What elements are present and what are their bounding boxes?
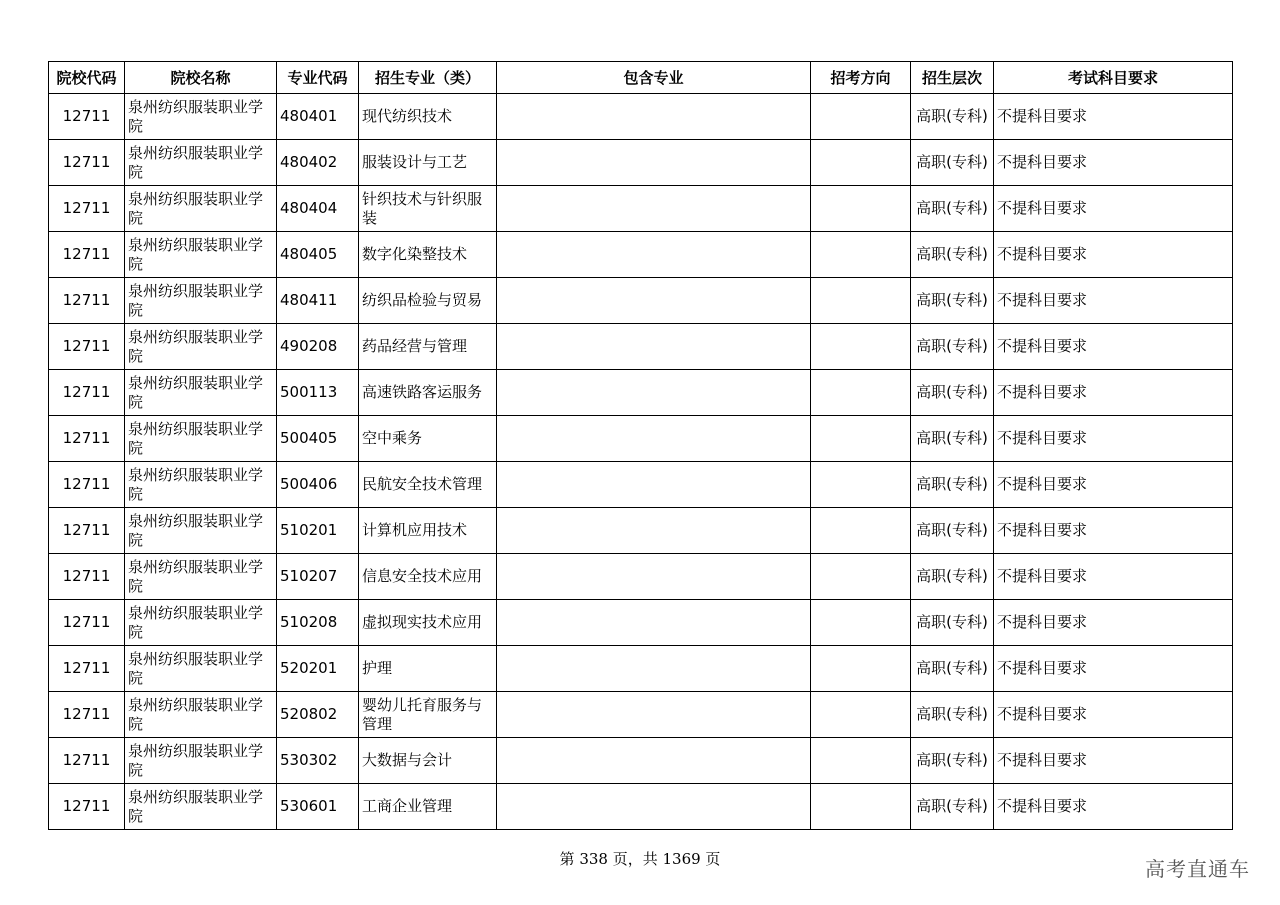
cell-major-code: 500113 <box>277 370 359 416</box>
cell-major: 婴幼儿托育服务与管理 <box>359 692 497 738</box>
table-row <box>49 232 1233 278</box>
cell-direction <box>811 370 911 416</box>
cell-major-code: 480405 <box>277 232 359 278</box>
table-row <box>49 600 1233 646</box>
cell-major: 药品经营与管理 <box>359 324 497 370</box>
cell-direction <box>811 462 911 508</box>
cell-level: 高职(专科) <box>911 692 994 738</box>
cell-subject-requirement: 不提科目要求 <box>994 554 1233 600</box>
table-row <box>49 186 1233 232</box>
cell-school-name: 泉州纺织服装职业学院 <box>125 738 277 784</box>
cell-direction <box>811 508 911 554</box>
table-row <box>49 462 1233 508</box>
table-body <box>49 94 1233 830</box>
cell-school-name: 泉州纺织服装职业学院 <box>125 646 277 692</box>
cell-school-name: 泉州纺织服装职业学院 <box>125 692 277 738</box>
cell-direction <box>811 554 911 600</box>
header-major: 招生专业（类） <box>359 62 497 94</box>
cell-major-code: 530601 <box>277 784 359 830</box>
cell-included-majors <box>497 784 811 830</box>
cell-included-majors <box>497 324 811 370</box>
cell-school-code: 12711 <box>49 370 125 416</box>
header-school-name: 院校名称 <box>125 62 277 94</box>
table-row <box>49 646 1233 692</box>
table-row <box>49 94 1233 140</box>
table-row <box>49 278 1233 324</box>
cell-level: 高职(专科) <box>911 94 994 140</box>
cell-level: 高职(专科) <box>911 738 994 784</box>
cell-school-code: 12711 <box>49 600 125 646</box>
cell-subject-requirement: 不提科目要求 <box>994 370 1233 416</box>
table-row <box>49 738 1233 784</box>
cell-level: 高职(专科) <box>911 600 994 646</box>
cell-level: 高职(专科) <box>911 140 994 186</box>
watermark-logo-text: 高考直通车 <box>1145 857 1250 881</box>
cell-major: 民航安全技术管理 <box>359 462 497 508</box>
cell-school-code: 12711 <box>49 738 125 784</box>
cell-included-majors <box>497 600 811 646</box>
cell-level: 高职(专科) <box>911 186 994 232</box>
cell-school-code: 12711 <box>49 646 125 692</box>
cell-major: 空中乘务 <box>359 416 497 462</box>
cell-major: 大数据与会计 <box>359 738 497 784</box>
cell-major-code: 490208 <box>277 324 359 370</box>
cell-subject-requirement: 不提科目要求 <box>994 186 1233 232</box>
cell-included-majors <box>497 232 811 278</box>
cell-school-name: 泉州纺织服装职业学院 <box>125 186 277 232</box>
cell-included-majors <box>497 186 811 232</box>
table-row <box>49 784 1233 830</box>
cell-school-code: 12711 <box>49 278 125 324</box>
cell-school-code: 12711 <box>49 784 125 830</box>
cell-school-code: 12711 <box>49 462 125 508</box>
cell-subject-requirement: 不提科目要求 <box>994 784 1233 830</box>
cell-school-name: 泉州纺织服装职业学院 <box>125 232 277 278</box>
cell-direction <box>811 232 911 278</box>
cell-school-code: 12711 <box>49 554 125 600</box>
cell-major-code: 480401 <box>277 94 359 140</box>
cell-level: 高职(专科) <box>911 554 994 600</box>
cell-subject-requirement: 不提科目要求 <box>994 94 1233 140</box>
cell-major-code: 530302 <box>277 738 359 784</box>
cell-direction <box>811 416 911 462</box>
cell-subject-requirement: 不提科目要求 <box>994 738 1233 784</box>
cell-included-majors <box>497 416 811 462</box>
table-row <box>49 508 1233 554</box>
cell-included-majors <box>497 646 811 692</box>
header-major-code: 专业代码 <box>277 62 359 94</box>
cell-included-majors <box>497 278 811 324</box>
cell-school-name: 泉州纺织服装职业学院 <box>125 784 277 830</box>
cell-major: 现代纺织技术 <box>359 94 497 140</box>
cell-school-code: 12711 <box>49 324 125 370</box>
cell-level: 高职(专科) <box>911 370 994 416</box>
cell-major: 计算机应用技术 <box>359 508 497 554</box>
cell-major: 护理 <box>359 646 497 692</box>
cell-direction <box>811 692 911 738</box>
header-subject-requirement: 考试科目要求 <box>994 62 1233 94</box>
cell-subject-requirement: 不提科目要求 <box>994 508 1233 554</box>
cell-school-name: 泉州纺织服装职业学院 <box>125 278 277 324</box>
cell-included-majors <box>497 508 811 554</box>
cell-school-name: 泉州纺织服装职业学院 <box>125 462 277 508</box>
cell-direction <box>811 646 911 692</box>
cell-major-code: 520802 <box>277 692 359 738</box>
cell-school-name: 泉州纺织服装职业学院 <box>125 416 277 462</box>
cell-school-name: 泉州纺织服装职业学院 <box>125 370 277 416</box>
cell-subject-requirement: 不提科目要求 <box>994 692 1233 738</box>
cell-direction <box>811 94 911 140</box>
cell-subject-requirement: 不提科目要求 <box>994 232 1233 278</box>
cell-school-code: 12711 <box>49 232 125 278</box>
cell-level: 高职(专科) <box>911 324 994 370</box>
cell-included-majors <box>497 554 811 600</box>
cell-included-majors <box>497 94 811 140</box>
cell-major-code: 480411 <box>277 278 359 324</box>
cell-major-code: 510207 <box>277 554 359 600</box>
cell-direction <box>811 738 911 784</box>
cell-included-majors <box>497 692 811 738</box>
cell-level: 高职(专科) <box>911 646 994 692</box>
cell-major: 针织技术与针织服装 <box>359 186 497 232</box>
cell-school-code: 12711 <box>49 140 125 186</box>
cell-school-code: 12711 <box>49 692 125 738</box>
cell-major: 信息安全技术应用 <box>359 554 497 600</box>
header-direction: 招考方向 <box>811 62 911 94</box>
cell-subject-requirement: 不提科目要求 <box>994 278 1233 324</box>
page-number: 第 338 页，共 1369 页 <box>559 850 721 868</box>
cell-subject-requirement: 不提科目要求 <box>994 324 1233 370</box>
cell-level: 高职(专科) <box>911 278 994 324</box>
cell-direction <box>811 324 911 370</box>
header-level: 招生层次 <box>911 62 994 94</box>
cell-subject-requirement: 不提科目要求 <box>994 646 1233 692</box>
cell-school-code: 12711 <box>49 508 125 554</box>
cell-school-code: 12711 <box>49 416 125 462</box>
cell-major-code: 480402 <box>277 140 359 186</box>
cell-major: 工商企业管理 <box>359 784 497 830</box>
cell-level: 高职(专科) <box>911 508 994 554</box>
cell-direction <box>811 140 911 186</box>
cell-school-name: 泉州纺织服装职业学院 <box>125 600 277 646</box>
cell-school-code: 12711 <box>49 94 125 140</box>
cell-school-name: 泉州纺织服装职业学院 <box>125 324 277 370</box>
cell-major: 高速铁路客运服务 <box>359 370 497 416</box>
cell-subject-requirement: 不提科目要求 <box>994 416 1233 462</box>
cell-school-code: 12711 <box>49 186 125 232</box>
cell-major-code: 480404 <box>277 186 359 232</box>
cell-major-code: 500405 <box>277 416 359 462</box>
cell-level: 高职(专科) <box>911 416 994 462</box>
table-row <box>49 324 1233 370</box>
cell-included-majors <box>497 370 811 416</box>
cell-major-code: 500406 <box>277 462 359 508</box>
cell-direction <box>811 600 911 646</box>
cell-major-code: 520201 <box>277 646 359 692</box>
cell-level: 高职(专科) <box>911 232 994 278</box>
cell-level: 高职(专科) <box>911 784 994 830</box>
cell-school-name: 泉州纺织服装职业学院 <box>125 554 277 600</box>
table-row <box>49 692 1233 738</box>
cell-direction <box>811 784 911 830</box>
cell-school-name: 泉州纺织服装职业学院 <box>125 140 277 186</box>
cell-subject-requirement: 不提科目要求 <box>994 462 1233 508</box>
table-row <box>49 140 1233 186</box>
cell-major: 纺织品检验与贸易 <box>359 278 497 324</box>
cell-direction <box>811 278 911 324</box>
cell-major: 服装设计与工艺 <box>359 140 497 186</box>
cell-direction <box>811 186 911 232</box>
table-row <box>49 416 1233 462</box>
header-row <box>49 62 1233 94</box>
header-school-code: 院校代码 <box>49 62 125 94</box>
cell-included-majors <box>497 140 811 186</box>
cell-included-majors <box>497 738 811 784</box>
table-row <box>49 370 1233 416</box>
cell-level: 高职(专科) <box>911 462 994 508</box>
cell-major-code: 510208 <box>277 600 359 646</box>
cell-subject-requirement: 不提科目要求 <box>994 600 1233 646</box>
cell-included-majors <box>497 462 811 508</box>
cell-major: 虚拟现实技术应用 <box>359 600 497 646</box>
cell-subject-requirement: 不提科目要求 <box>994 140 1233 186</box>
cell-major-code: 510201 <box>277 508 359 554</box>
header-included-majors: 包含专业 <box>497 62 811 94</box>
table-header <box>49 62 1233 94</box>
cell-major: 数字化染整技术 <box>359 232 497 278</box>
cell-school-name: 泉州纺织服装职业学院 <box>125 94 277 140</box>
table-row <box>49 554 1233 600</box>
admission-majors-table <box>48 61 1233 830</box>
cell-school-name: 泉州纺织服装职业学院 <box>125 508 277 554</box>
